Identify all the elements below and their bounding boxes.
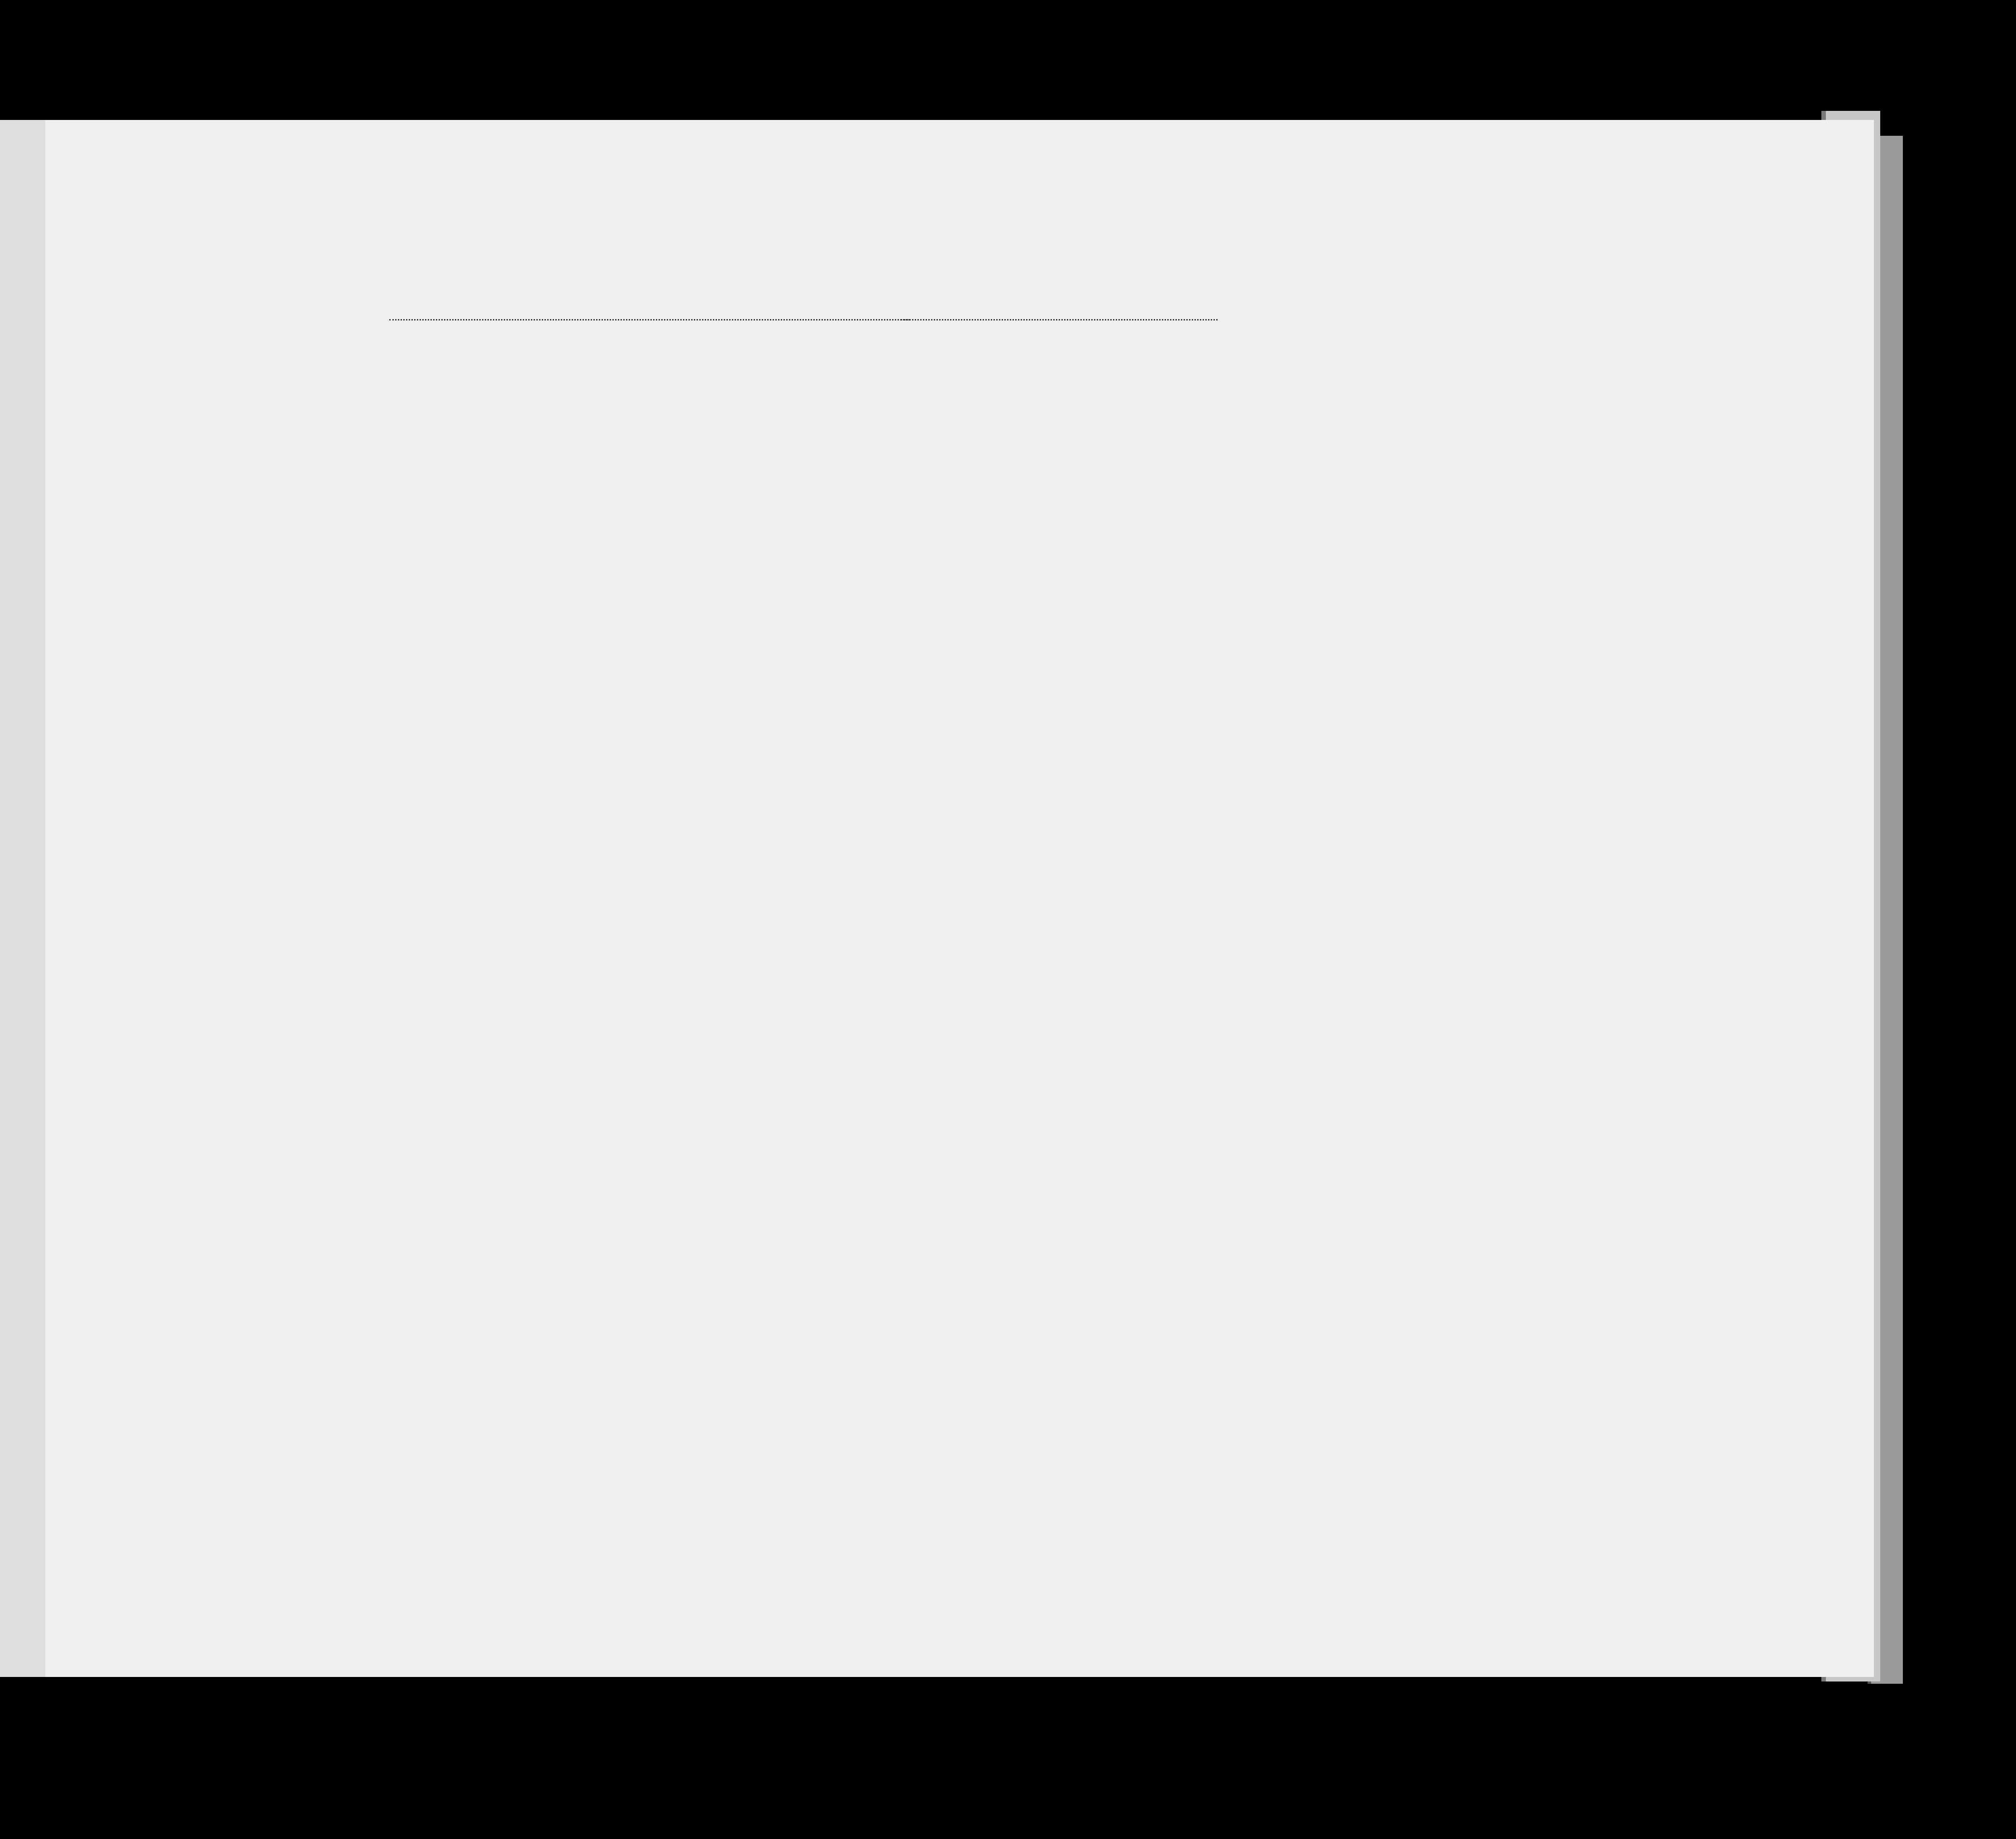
- adjacent-page-stub: [0, 120, 45, 1677]
- port-line: [389, 319, 910, 320]
- date-line: [901, 319, 1218, 320]
- manifest-sheet: [45, 120, 1874, 1677]
